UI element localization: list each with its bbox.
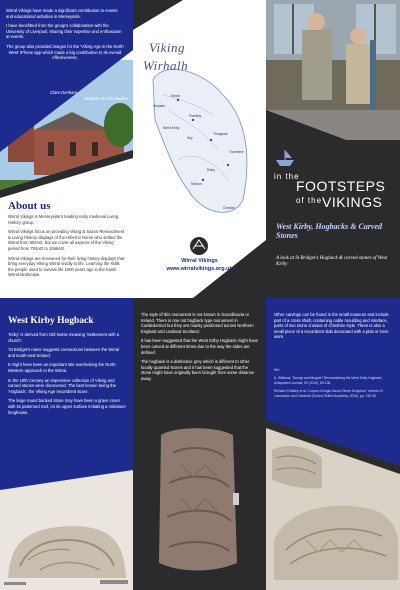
reference-label: Ref. <box>274 368 281 372</box>
hogback-para-2: 'St Bridget's name suggests connections between the Wirral and south-east Ireland. <box>8 347 120 358</box>
hogback-text <box>8 332 126 419</box>
quote-text <box>6 8 124 65</box>
panel-hogback-intro <box>0 298 133 590</box>
cover-title-vikings: VIKINGS <box>322 194 383 210</box>
map-place-6: Thingwall <box>213 132 228 136</box>
panel-other-carvings <box>266 298 400 590</box>
quote-line-1: Wirral Vikings have made a significant contribution to events and educational activities in Merseyside. <box>6 8 118 19</box>
footer-name: Wirral Vikings <box>181 258 218 264</box>
style-text <box>141 312 259 386</box>
cover-tagline: A look at St Bridget's Hogback & carved stones of West Kirby <box>276 256 388 268</box>
carved-stone-photo <box>0 470 133 590</box>
panel-cover <box>266 0 400 298</box>
footer-url[interactable]: www.wirralvikings.org.uk <box>166 266 233 272</box>
hogback-photo <box>133 423 266 583</box>
about-title: About us <box>8 200 51 212</box>
carvings-para: Other carvings can be found in the small museum and include part of a cross shaft, containing cable moulding and interlace, parts of two stone crosses of Cheshire style. There is also a small piece of a recumbent slab decorated with a plait or knot-work. <box>274 312 389 340</box>
cover-title-in: in the <box>274 172 300 181</box>
map-place-5: Irby <box>187 136 193 140</box>
map-title-wirhalh: Wirhalh <box>143 58 189 73</box>
cover-subtitle: West Kirby, Hogbacks & Carved Stones <box>276 222 382 240</box>
references <box>274 368 392 402</box>
map-place-1: Meols <box>171 94 181 98</box>
quote-attribution <box>40 90 128 101</box>
hogback-para-3: It might have been an important site overlooking the North Western approach to the Wirral. <box>8 362 116 373</box>
cover-diagonal <box>266 0 400 298</box>
style-para-3: The hogback is a distinctive grey which is different to other locally quarried stones and it has been suggested that the stone might have originally been brought from some distance away. <box>141 359 255 381</box>
map-title-viking: Viking <box>149 40 185 55</box>
style-para-1: The style of this monument is not known in Scandinavia or Ireland. There is one not hogback type monument in Castledermot but they are mainly positioned across Northern England and Lowland Scotland. <box>141 312 254 334</box>
quote-org: Institute of Irish Studies <box>84 95 128 101</box>
hogback-para-4: In the 19th Century an impressive collection of Viking and carved stones were discovered. The best known being the 'Hogback', the Viking Age recumbent stone. <box>8 377 116 394</box>
map-place-4: Frankby <box>189 114 202 118</box>
dark-corner-top <box>133 0 183 30</box>
quote-author: Clare Denham, <box>50 90 79 95</box>
carvings-text <box>274 312 392 344</box>
quote-line-2: I have benefitted from the group's collaboration with the University of Liverpool, sharing their expertise and enthusiasm at events. <box>6 23 122 40</box>
map-place-9: Neston <box>191 182 202 186</box>
map-wirral-outline <box>153 69 247 212</box>
hogback-para-5: The large round backed stone may have been a grave cover with its patterned roof, on its upper surface imitating a miniature longhouse. <box>8 398 126 415</box>
map-place-7: Raby <box>207 168 215 172</box>
carved-stones-photo <box>266 400 400 590</box>
panel-map <box>133 0 266 298</box>
about-text <box>8 214 126 282</box>
map-place-8: Tranmere <box>229 150 244 154</box>
about-para-1: Wirral Vikings is Merseyside's leading early medieval Living History group. <box>8 214 119 225</box>
about-para-2: Wirral Vikings focus on providing Viking & Saxon Reenactment & Living History displays of the Hiberno Norse who settled the Wirral from 902AD, but we cover all aspects of the Viking period from 793AD to 1066AD. <box>8 229 125 251</box>
panel-about <box>0 0 133 298</box>
style-para-2: It has been suggested that the West Kirby Hogback might have been carved at different times due to the way the sides are defined. <box>141 338 259 355</box>
quote-line-3: The group also provided images for the 'Viking Age in the North West' iPhone app which made a big contribution to its overall effectiveness. <box>6 43 124 61</box>
reference-1: A. Williams, 'Dumps and Mugsie? Reconsidering the West Kirby Hogback', Antiquaries Journal, 92 (2014), 89-108. <box>274 376 383 385</box>
cover-title-of: of the <box>296 196 323 205</box>
hogback-title: West Kirby Hogback <box>8 316 94 326</box>
map-place-3: West Kirby <box>163 126 180 130</box>
hogback-para-1: 'Kirby' is derived from Old Norse meaning 'Settlement with a church'. <box>8 332 120 343</box>
reference-2: Richard N Bailey et al. Corpus of Anglo-Saxon Stone Sculpture, Volume IX: Lancashire and Cheshire (Oxford: British Academy, 2010), pp. 135-36. <box>274 389 384 398</box>
map-place-10: Chester <box>223 206 235 210</box>
about-para-3: Wirral Vikings are renowned for their living history displays that bring everyday Viking Wirral vividly to life. Learning the skills the people used to survive life 1000 years ago in the harsh Wirral landscape. <box>8 255 125 278</box>
panel-hogback-style <box>133 298 266 590</box>
cover-title-footsteps: FOOTSTEPS <box>296 178 386 194</box>
map-place-2: Hoylake <box>153 104 166 108</box>
